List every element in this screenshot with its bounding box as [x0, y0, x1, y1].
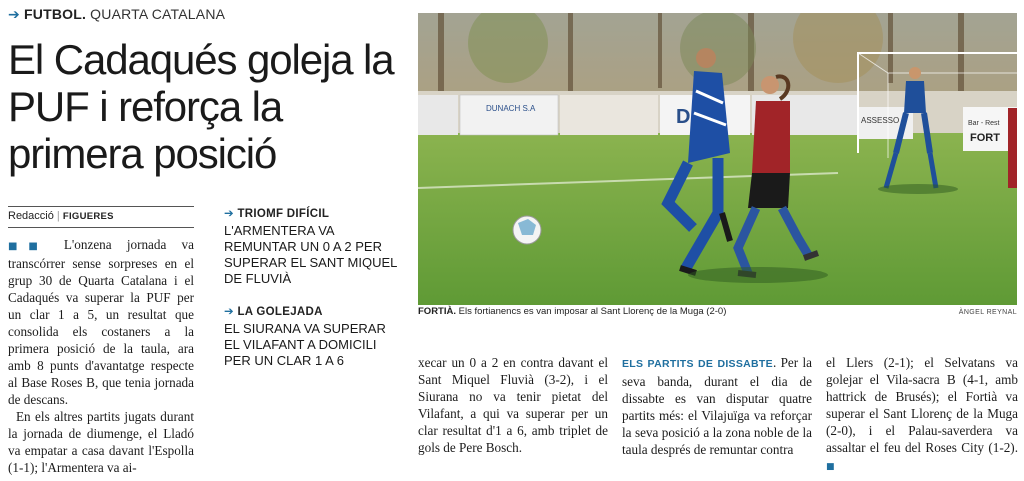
- byline: [8, 210, 114, 222]
- byline-author: Redacció: [8, 210, 54, 222]
- arrow-icon: ➔: [224, 208, 234, 220]
- paragraph-3: xecar un 0 a 2 en contra davant el Sant Miquel Fluvià (3-2), i el Siurana no va tenir pietat del Vilafant, a qui va superar per un clar resultat d'1 a 6, amb triplet de gols de Pere Bosch.: [418, 355, 608, 455]
- article-column-4: [826, 354, 1018, 476]
- highlight-2-text: EL SIURANA VA SUPERAR EL VILAFANT A DOMICILI PER UN CLAR 1 A 6: [224, 321, 386, 368]
- photo-illustration: [418, 13, 1017, 305]
- match-photo: [418, 13, 1017, 305]
- paragraph-4: [622, 354, 812, 458]
- byline-place: FIGUERES: [62, 211, 114, 222]
- headline: El Cadaqués goleja la PUF i reforça la primera posició: [8, 36, 394, 177]
- subhead: ELS PARTITS DE DISSABTE: [622, 358, 773, 370]
- caption-text: Els fortianencs es van imposar al Sant Llorenç de la Muga (2-0): [456, 306, 727, 317]
- paragraph-5: [826, 354, 1018, 476]
- highlight-1-text: L'ARMENTERA VA REMUNTAR UN 0 A 2 PER SUPERAR EL SANT MIQUEL DE FLUVIÀ: [224, 223, 397, 286]
- photo-credit: ÀNGEL REYNAL: [958, 309, 1017, 316]
- highlight-2: [224, 304, 404, 369]
- highlight-2-head: [224, 304, 404, 318]
- highlight-1-title: TRIOMF DIFÍCIL: [237, 208, 330, 220]
- photo-caption: [418, 306, 726, 317]
- caption-label: FORTIÀ.: [418, 306, 456, 317]
- ball-icon: [513, 216, 541, 244]
- article-column-1: [8, 236, 194, 476]
- lead-mark-icon: ■■: [8, 241, 49, 252]
- article-column-3: [622, 354, 812, 458]
- section-kicker: FUTBOL.: [24, 6, 87, 22]
- highlight-2-title: LA GOLEJADA: [237, 306, 323, 318]
- highlight-1: [224, 206, 404, 287]
- paragraph-1: [8, 236, 194, 408]
- paragraph-5-text: el Llers (2-1); el Selvatans va golejar el Vila-sacra B (4-1, amb hattrick de Brusés); el Fortià va superar el Sant Llorenç de la Muga (2-0), i el Palau-saverdera va assaltar el feu del Roses City (1-2).: [826, 355, 1018, 455]
- paragraph-1-text: L'onzena jornada va transcórrer sense sorpreses en el grup 30 de Quarta Catalana i el Cadaqués va superar la PUF per un clar 1 a 5, un resultat que consolida els costaners a la primera posició de la taula, ara amb 8 punts d'avantatge respecte al Base Roses B, que tenia jornada de descans.: [8, 237, 194, 407]
- banner-1-text: DUNACH S.A: [486, 104, 536, 113]
- banner-4-text: Bar - Rest: [968, 120, 1000, 127]
- highlight-1-head: [224, 206, 404, 220]
- paragraph-2: En els altres partits jugats durant la jornada de diumenge, el Lladó va empatar a casa davant l'Espolla (1-1); l'Armentera va ai-: [8, 409, 194, 475]
- section-subtitle: QUARTA CATALANA: [86, 6, 226, 22]
- byline-top-rule: [8, 206, 194, 207]
- banner-3-text: ASSESSO: [861, 116, 900, 125]
- end-mark-icon: ■: [826, 462, 835, 472]
- byline-separator: |: [56, 210, 60, 222]
- banner-5-text: FORT: [970, 132, 1000, 144]
- section-label: [8, 6, 225, 23]
- paragraph-4-text: . Per la seva banda, durant el dia de dissabte es van disputar quatre partits més: el Vilajuïga va reforçar la seva posició a la zona noble de la taula després de remuntar contra: [622, 355, 812, 457]
- arrow-icon: ➔: [224, 306, 234, 318]
- arrow-icon: ➔: [8, 6, 20, 22]
- byline-bottom-rule: [8, 227, 194, 228]
- article-column-2: [418, 354, 608, 456]
- banner-2-text: D: [676, 106, 691, 128]
